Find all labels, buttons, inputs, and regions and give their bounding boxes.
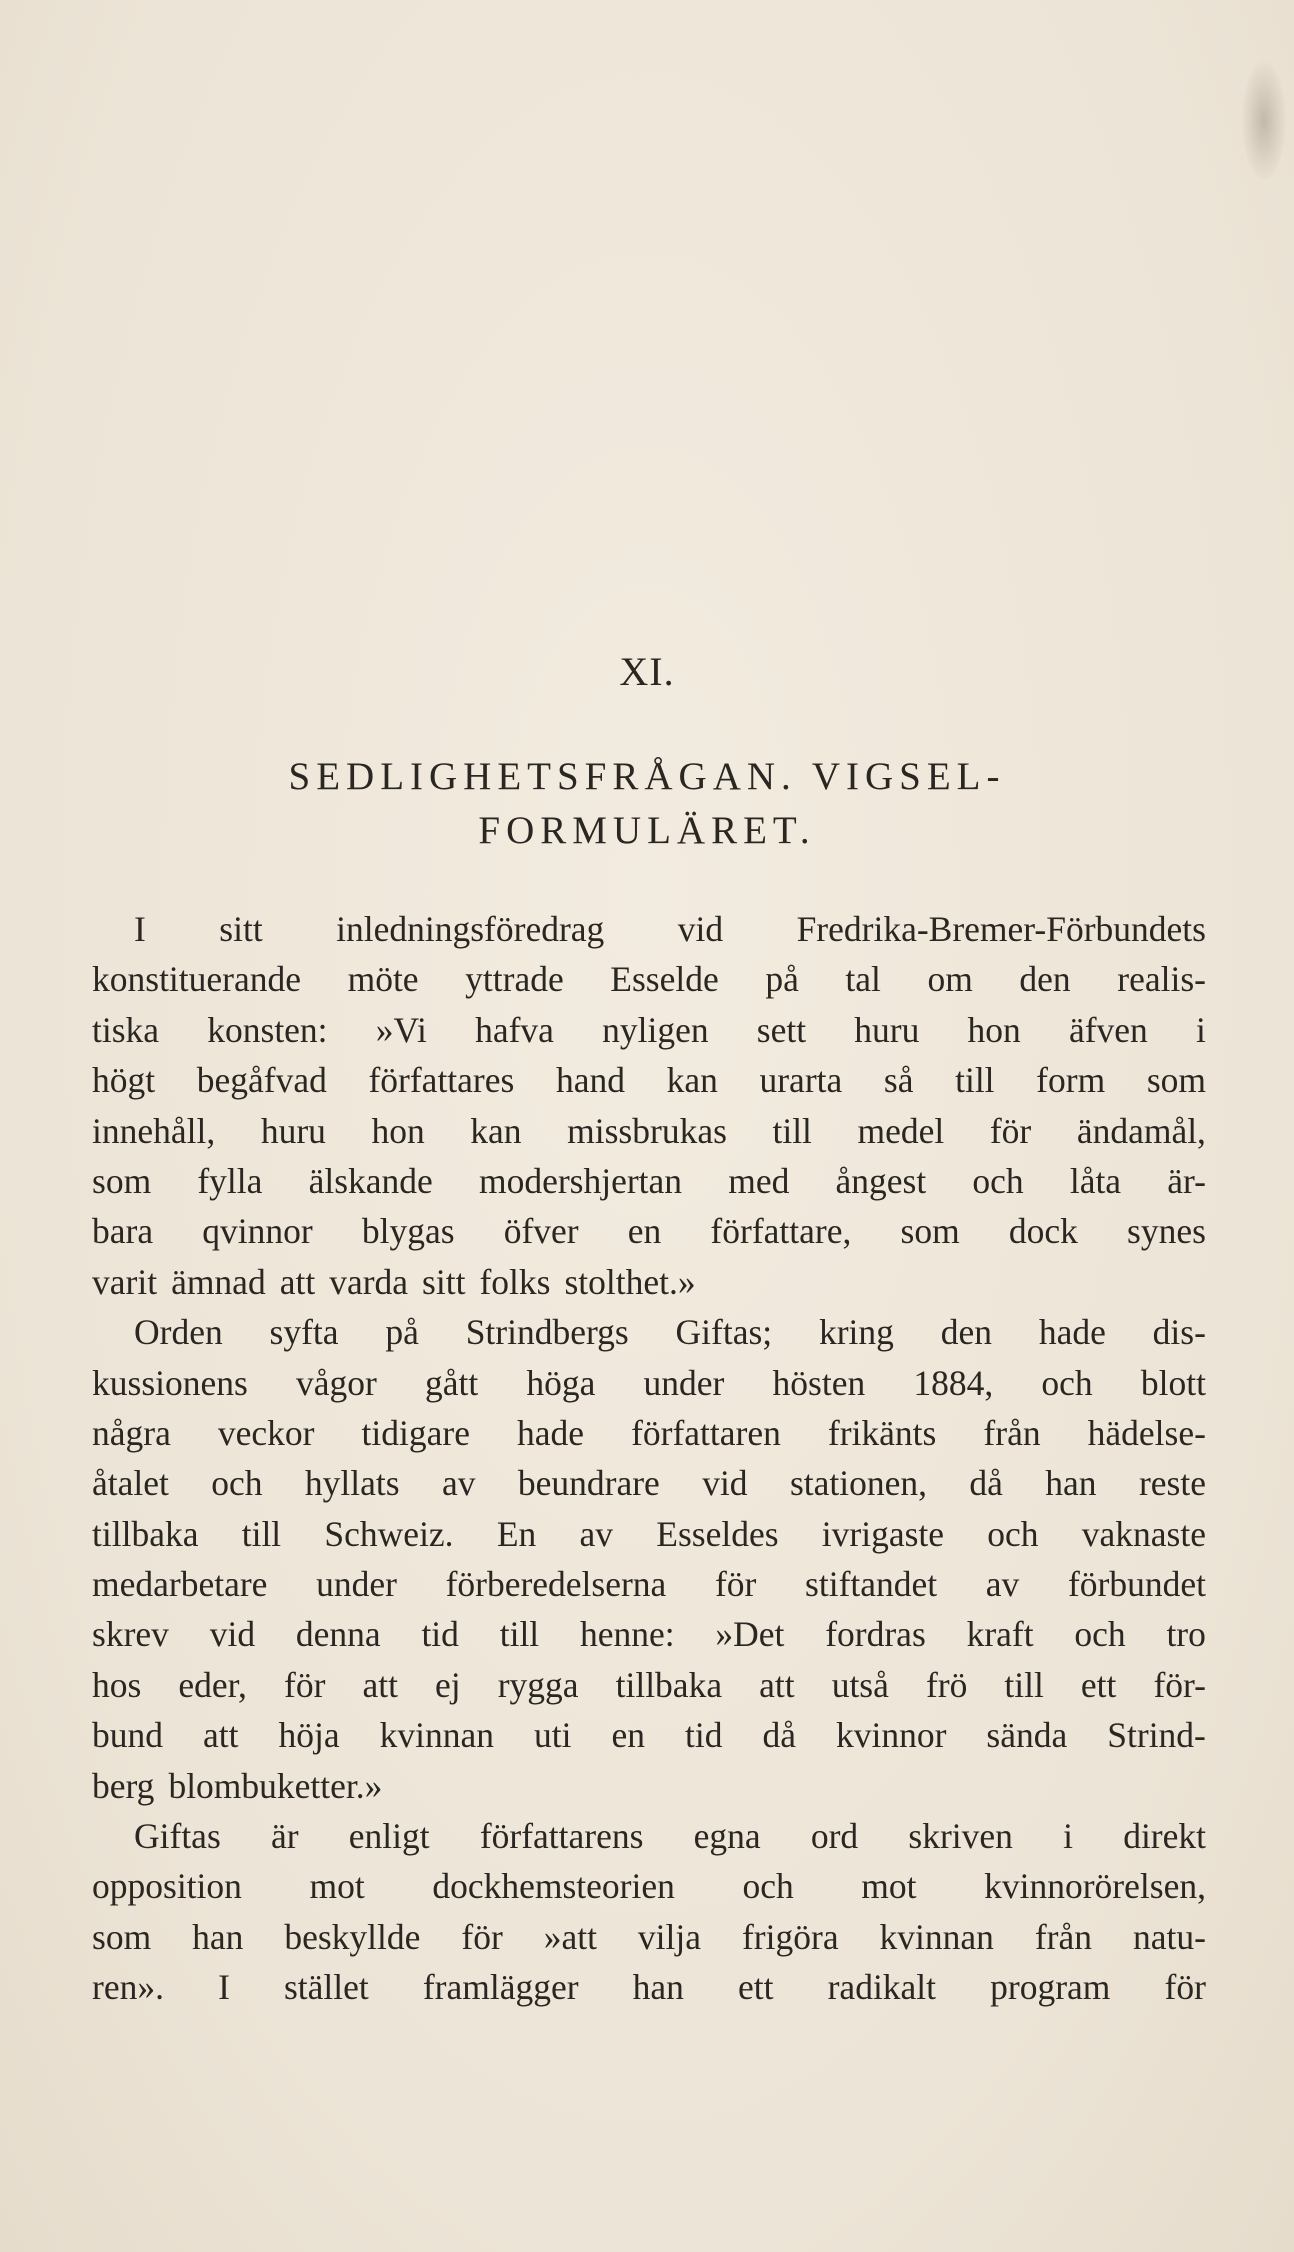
text-line: konstituerande möte yttrade Esselde på tal om den realis- [92, 959, 1206, 1000]
text-line: Orden syfta på Strindbergs Giftas; kring den hade dis- [134, 1312, 1206, 1353]
body-text [92, 904, 1206, 2013]
text-line: åtalet och hyllats av beundrare vid stationen, då han reste [92, 1463, 1206, 1504]
text-line: bund att höja kvinnan uti en tid då kvinnor sända Strind- [92, 1715, 1206, 1756]
chapter-title [150, 750, 1144, 858]
paragraph [92, 904, 1206, 1307]
text-line: tillbaka till Schweiz. En av Esseldes ivrigaste och vaknaste [92, 1513, 1206, 1554]
text-line: varit ämnad att varda sitt folks stolthet.» [92, 1261, 696, 1302]
page-smudge [1242, 62, 1286, 180]
paragraph [92, 1307, 1206, 1811]
text-line: opposition mot dockhemsteorien och mot kvinnorörelsen, [92, 1866, 1206, 1907]
chapter-title-line: SEDLIGHETSFRÅGAN. VIGSEL- [288, 755, 1006, 798]
text-line: högt begåfvad författares hand kan urarta så till form som [92, 1060, 1206, 1101]
text-line: medarbetare under förberedelserna för stiftandet av förbundet [92, 1564, 1206, 1605]
text-line: som han beskyllde för »att vilja frigöra kvinnan från natu- [92, 1916, 1206, 1957]
text-line: Giftas är enligt författarens egna ord skriven i direkt [134, 1816, 1206, 1857]
text-line: kussionens vågor gått höga under hösten 1884, och blott [92, 1362, 1206, 1403]
text-line: innehåll, huru hon kan missbrukas till medel för ändamål, [92, 1110, 1206, 1151]
text-line: ren». I stället framlägger han ett radikalt program för [92, 1967, 1206, 2008]
chapter-title-line: FORMULÄRET. [478, 809, 816, 852]
text-line: bara qvinnor blygas öfver en författare, som dock synes [92, 1211, 1206, 1252]
chapter-number: XI. [619, 649, 675, 694]
text-line: några veckor tidigare hade författaren frikänts från hädelse- [92, 1412, 1206, 1453]
text-line: som fylla älskande modershjertan med ångest och låta är- [92, 1160, 1206, 1201]
text-line: hos eder, för att ej rygga tillbaka att utså frö till ett för- [92, 1664, 1206, 1705]
text-line: berg blombuketter.» [92, 1765, 383, 1806]
text-line: skrev vid denna tid till henne: »Det fordras kraft och tro [92, 1614, 1206, 1655]
text-line: I sitt inledningsföredrag vid Fredrika-Bremer-Förbundets [134, 909, 1206, 949]
paragraph [92, 1811, 1206, 2013]
text-line: tiska konsten: »Vi hafva nyligen sett huru hon äfven i [92, 1009, 1206, 1050]
